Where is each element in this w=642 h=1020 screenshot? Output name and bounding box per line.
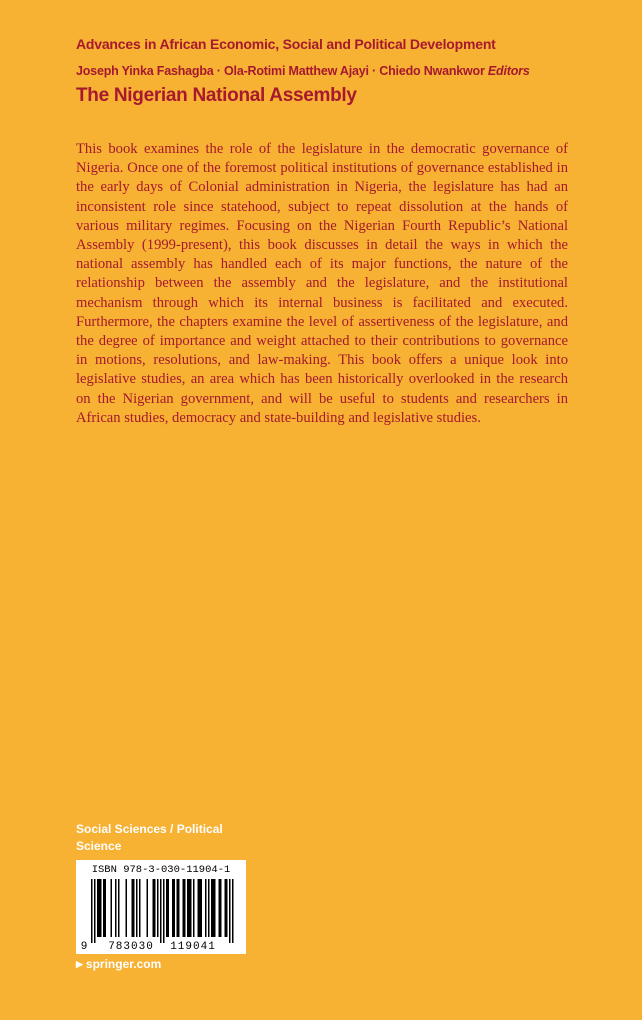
barcode-bar [183,879,186,937]
barcode-bar [225,879,228,937]
barcode-left-digits: 783030 [108,941,154,953]
book-description: This book examines the role of the legislature in the democratic governance of Nigeria. Once one of the foremost political institutions of governance established in the early days of Colonial administration in Nigeria, the legislature has had an inconsistent role since statehood, subject to repeat dissolution at the hands of various military regimes. Focusing on the Nigerian Fourth Republic’s National Assembly (1999-present), this book discusses in detail the ways in which the national assembly has handled each of its major functions, the nature of the relationship between the assembly and the legislature, and the institutional mechanism through which its internal business is facilitated and executed. Furthermore, the chapters examine the level of assertiveness of the legislature, and the degree of importance and weight attached to their contributions to governance in motions, resolutions, and law-making. This book offers a unique look into legislative studies, an area which has been historically overlooked in the research on the Nigerian government, and will be useful to students and researchers in African studies, democracy and state-building and legislative studies. [76,141,568,426]
barcode-guard-bar [94,879,96,943]
barcode-bar [205,879,207,937]
barcode-bar [219,879,222,937]
publisher-url: springer.com [85,957,162,971]
barcode-right-digits: 119041 [170,941,216,953]
subject-category: Social Sciences / Political Science [76,822,223,853]
barcode-bar [153,879,156,937]
barcode-guard-bar [91,879,93,943]
isbn-label: ISBN 978-3-030-11904-1 [91,864,231,876]
barcode-bar [157,879,159,937]
barcode-guard-bar [232,879,234,943]
barcode-bar [172,879,175,937]
barcode-bar [147,879,149,937]
barcode-guard-bar [160,879,162,943]
barcode-graphic [76,860,246,954]
barcode-bar [208,879,210,937]
barcode-bar [211,879,216,937]
barcode-bar [126,879,128,937]
book-title: The Nigerian National Assembly [76,85,357,106]
barcode-bar [103,879,106,937]
barcode-bar [166,879,169,937]
barcode-bar [198,879,203,937]
barcode-bar [187,879,192,937]
triangle-right-icon: ▶ [76,959,83,969]
barcode-first-digit: 9 [80,941,88,953]
barcode-bar [177,879,180,937]
barcode-bar [132,879,135,937]
barcode-bar [139,879,141,937]
series-title: Advances in African Economic, Social and Political Development [76,36,496,52]
barcode-bar [193,879,195,937]
barcode-bar [118,879,120,937]
editors-label: Editors [487,64,530,78]
barcode-bar [97,879,102,937]
barcode-guard-bar [163,879,165,943]
isbn-barcode [76,860,246,954]
editor-names: Joseph Yinka Fashagba · Ola-Rotimi Matthew Ajayi · Chiedo Nwankwor [76,64,485,78]
barcode-bar [115,879,117,937]
publisher-link[interactable] [76,957,161,971]
barcode-guard-bar [229,879,231,943]
barcode-bar [111,879,113,937]
barcode-bar [136,879,138,937]
editors-line [76,64,530,78]
